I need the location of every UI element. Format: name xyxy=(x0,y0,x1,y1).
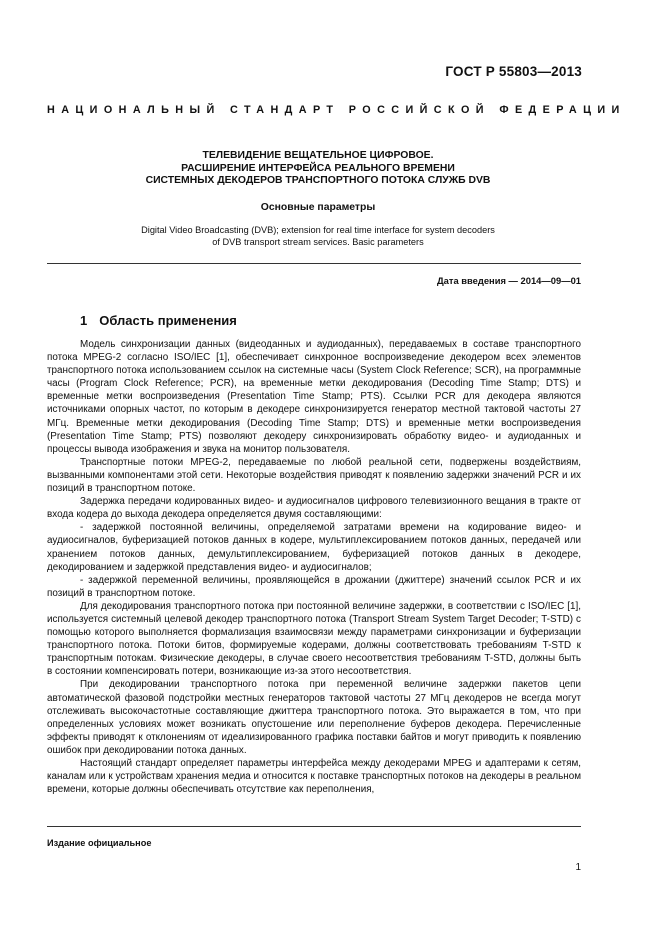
title-line-2: РАСШИРЕНИЕ ИНТЕРФЕЙСА РЕАЛЬНОГО ВРЕМЕНИ xyxy=(181,162,455,174)
official-edition-label: Издание официальное xyxy=(47,838,152,848)
section-number: 1 xyxy=(80,313,88,328)
section-body xyxy=(47,338,581,796)
title-line-3: СИСТЕМНЫХ ДЕКОДЕРОВ ТРАНСПОРТНОГО ПОТОКА СЛУЖБ DVB xyxy=(145,175,491,186)
footer-divider xyxy=(47,826,581,827)
page-number: 1 xyxy=(575,862,581,873)
english-title-line-1: Digital Video Broadcasting (DVB); extension for real time interface for system decoders xyxy=(141,225,495,235)
english-title-line-2: of DVB transport stream services. Basic parameters xyxy=(212,237,424,247)
introduction-date: Дата введения — 2014—09—01 xyxy=(436,275,581,286)
paragraph: Для декодирования транспортного потока при постоянной величине задержки, в соответствии с ISO/IEC [1], используется системный целевой декодер транспортного потока (Transport Stream System Target Decoder; T-STD) с помощью которого выполняется формализация взаимосвязи между параметрами синхронизации и буферизации транспортного потока. Потоки битов, формируемые кодерами, должны соответствовать требованиям T-STD к транспортным потокам. Физические декодеры, в случае своего несоответствия требованиям T-STD, должны быть в состоянии компенсировать потери, возникающие из-за этого несоответствия. xyxy=(47,600,581,678)
paragraph: Задержка передачи кодированных видео- и аудиосигналов цифрового телевизионного вещания в тракте от входа кодера до выхода декодера определяется двумя составляющими: xyxy=(47,496,581,521)
document-number: ГОСТ Р 55803—2013 xyxy=(445,64,582,79)
national-standard-heading: НАЦИОНАЛЬНЫЙ СТАНДАРТ РОССИЙСКОЙ ФЕДЕРАЦИИ xyxy=(47,104,626,116)
paragraph: Модель синхронизации данных (видеоданных и аудиоданных), передаваемых в составе транспортного потока MPEG-2 согласно ISO/IEC [1], обеспечивает синхронное воспроизведение декодером всех элементов транспортного потока использованием ссылок на системные часы (System Clock Reference; SCR), на программные часы (Program Clock Reference; PCR), на временные метки декодирования (Decoding Time Stamp; DTS) и временные метки воспроизведения (Presentation Time Stamp; PTS). Ссылки PCR для декодера являются источниками опорных частот, по которым в декодере синхронизируется генератор местной тактовой частоты 27 МГц. Временные метки декодирования (Decoding Time Stamp; DTS) и временные метки воспроизведения (Presentation Time Stamp; PTS) позволяют декодеру синхронизировать обработку видео- и аудиоданных и процессы вывода изображения и звука на монитор пользователя. xyxy=(47,339,581,455)
list-item: - задержкой постоянной величины, определяемой затратами времени на кодирование видео- и аудиосигналов, буферизацией потоков данных в кодере, мультиплексированием потоков данных, передачей или хранением потоков данных, демультиплексированием, буферизацией потоков данных в декодере, декодированием и задержкой представления видео- и аудиосигналов; xyxy=(47,522,581,573)
paragraph: При декодировании транспортного потока при переменной величине задержки пакетов цепи автоматической фазовой подстройки местных генераторов тактовой частоты 27 МГц декодеров не всегда могут отслеживать высокочастотные составляющие джиттера транспортного потока. Это выражается в том, что при определенных условиях может возникать опустошение или переполнение буферов декодера. Перечисленные эффекты приводят к отклонениям от идеализированного графика поставки байтов и могут приводить к появлению ошибок при декодировании потока данных. xyxy=(47,679,581,756)
title-line-1: ТЕЛЕВИДЕНИЕ ВЕЩАТЕЛЬНОЕ ЦИФРОВОЕ. xyxy=(202,150,434,161)
section-title: Область применения xyxy=(99,313,237,328)
paragraph: Настоящий стандарт определяет параметры интерфейса между декодерами MPEG и адаптерами к сетям, каналам или к устройствам хранения медиа и относится к поставке транспортных потоков на декодеры в реальном времени, которые должны обеспечивать отсутствие как переполнения, xyxy=(47,758,581,796)
section-heading xyxy=(80,313,237,328)
paragraph: Транспортные потоки MPEG-2, передаваемые по любой реальной сети, подвержены воздействиям, вызванными компонентами этой сети. Некоторые воздействия приводят к появлению задержки значений PCR и их позиций в транспортном потоке. xyxy=(47,456,581,495)
list-item: - задержкой переменной величины, проявляющейся в дрожании (джиттере) значений ссылок PCR и их позиций в транспортном потоке. xyxy=(47,574,581,599)
header-divider xyxy=(47,263,581,264)
subtitle: Основные параметры xyxy=(260,202,376,213)
